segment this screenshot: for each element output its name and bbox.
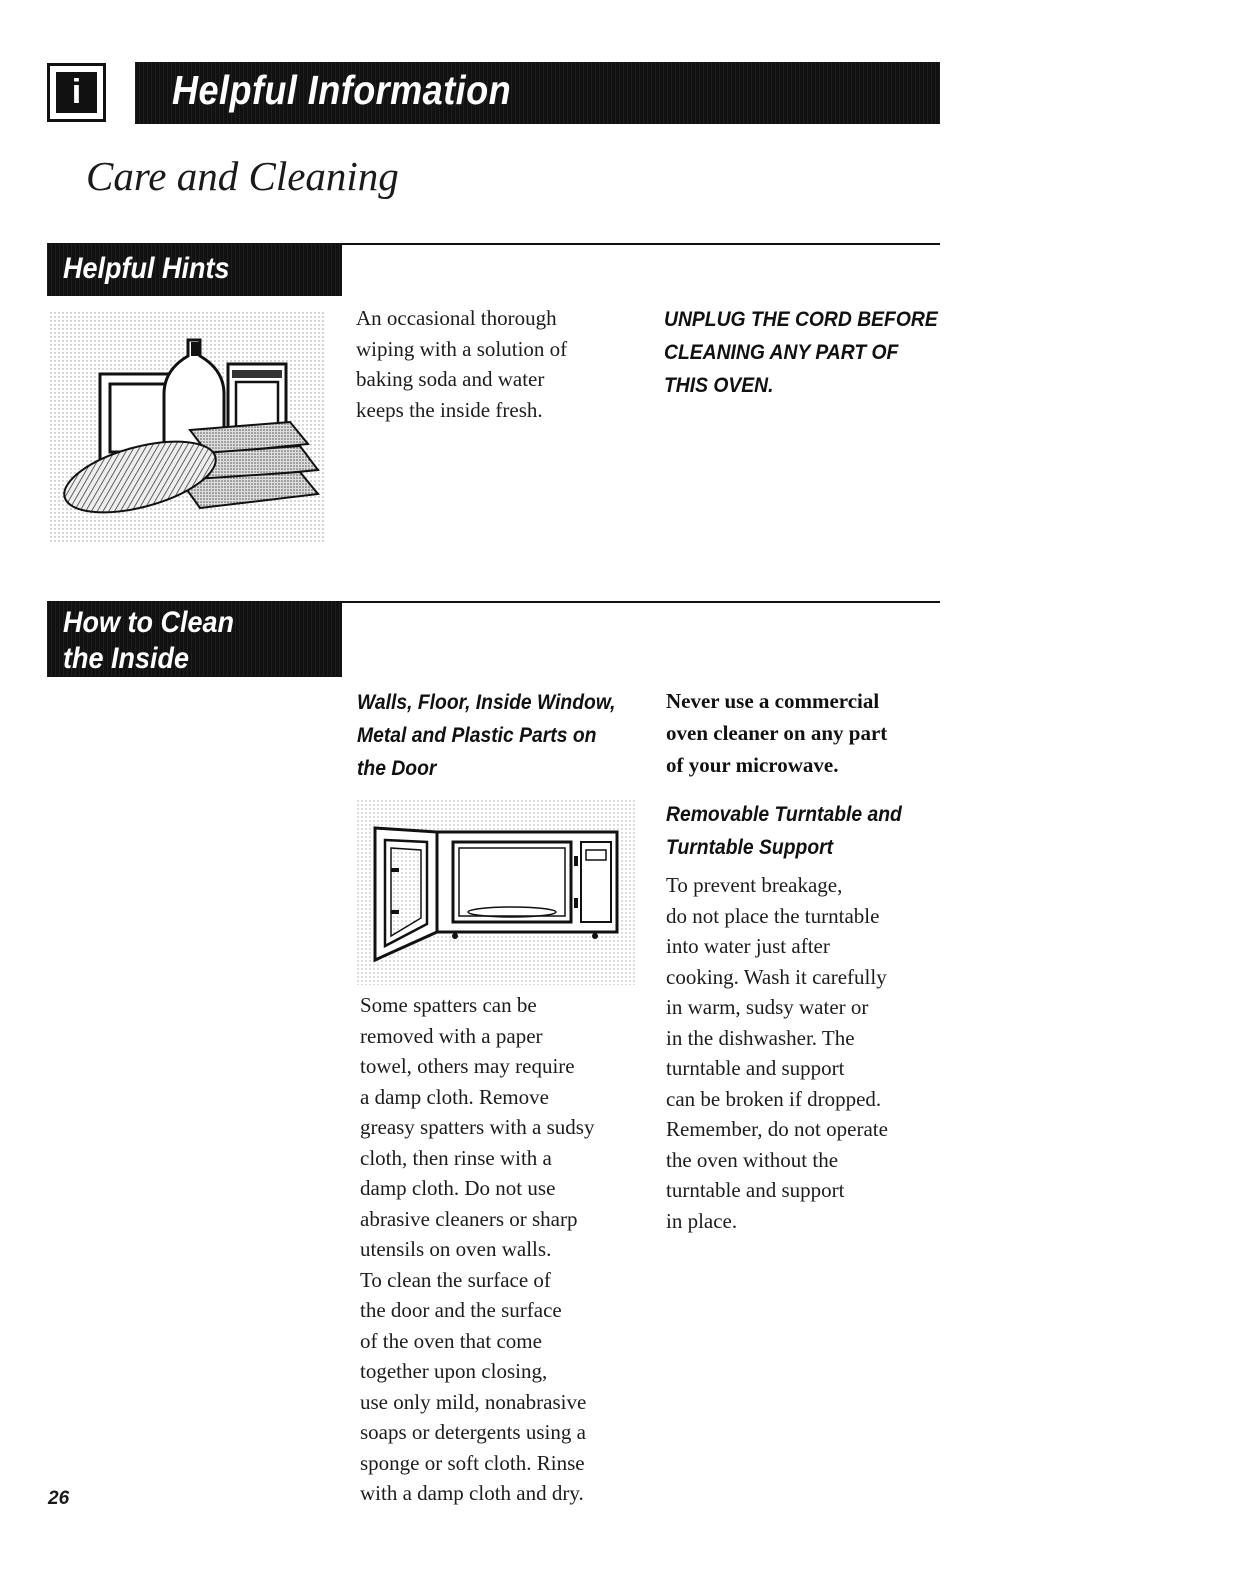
text-line: utensils on oven walls. [360, 1237, 552, 1261]
info-icon [47, 63, 106, 122]
text-line: Some spatters can be [360, 993, 537, 1017]
text-line: sponge or soft cloth. Rinse [360, 1450, 585, 1475]
text-line: An occasional thorough [356, 306, 557, 330]
text-line: into water just after [666, 934, 830, 958]
text-line: damp cloth. Do not use [360, 1176, 556, 1200]
cleaning-supplies-image [50, 312, 325, 542]
turntable-heading [666, 798, 902, 864]
text-line: oven cleaner on any part [666, 721, 888, 745]
text-line: of the oven that come [360, 1328, 542, 1353]
heading-line: Turntable Support [666, 836, 834, 859]
page-title: Helpful Information [172, 67, 512, 113]
heading-line: Removable Turntable and [666, 803, 902, 826]
text-line: together upon closing, [360, 1359, 548, 1383]
info-icon-letter: i [56, 72, 97, 113]
text-line: cloth, then rinse with a [360, 1145, 552, 1170]
text-line: abrasive cleaners or sharp [360, 1206, 578, 1231]
text-line: To prevent breakage, [666, 873, 843, 897]
heading-line: the Door [357, 757, 437, 780]
text-line: use only mild, nonabrasive [360, 1389, 587, 1414]
how-to-clean-label-line: the Inside [63, 642, 190, 675]
helpful-hints-rule [342, 243, 940, 245]
text-line: greasy spatters with a sudsy [360, 1115, 595, 1139]
microwave-image [357, 800, 635, 985]
text-line: keeps the inside fresh. [356, 397, 543, 422]
heading-line: Metal and Plastic Parts on [357, 724, 597, 747]
text-line: soaps or detergents using a [360, 1420, 586, 1444]
turntable-text [666, 870, 888, 1236]
text-line: To clean the surface of [360, 1267, 551, 1292]
how-to-clean-rule [342, 601, 940, 603]
text-line: in the dishwasher. The [666, 1025, 855, 1050]
text-line: baking soda and water [356, 367, 545, 391]
text-line: turntable and support [666, 1056, 845, 1080]
page-subtitle: Care and Cleaning [86, 153, 399, 199]
warning-line: THIS OVEN. [664, 374, 774, 397]
text-line: the oven without the [666, 1147, 839, 1172]
text-line: do not place the turntable [666, 903, 880, 928]
text-line: a damp cloth. Remove [360, 1084, 549, 1109]
warning-line: CLEANING ANY PART OF [664, 341, 899, 364]
text-line: wiping with a solution of [356, 336, 568, 361]
walls-cleaning-text [360, 990, 594, 1509]
helpful-hints-label [47, 243, 342, 296]
text-line: turntable and support [666, 1178, 845, 1202]
text-line: towel, others may require [360, 1054, 575, 1078]
unplug-warning [664, 303, 938, 402]
how-to-clean-label [47, 601, 342, 677]
helpful-hints-label-text: Helpful Hints [63, 252, 230, 285]
warning-line: UNPLUG THE CORD BEFORE [664, 308, 938, 331]
heading-line: Walls, Floor, Inside Window, [357, 691, 616, 714]
never-use-cleaner-note [666, 685, 887, 781]
text-line: removed with a paper [360, 1023, 543, 1048]
helpful-hints-text [356, 303, 567, 425]
text-line: Remember, do not operate [666, 1117, 888, 1141]
text-line: the door and the surface [360, 1298, 562, 1322]
how-to-clean-label-line: How to Clean [63, 606, 235, 639]
text-line: in warm, sudsy water or [666, 995, 869, 1019]
page-number: 26 [48, 1488, 70, 1509]
text-line: in place. [666, 1208, 738, 1233]
text-line: of your microwave. [666, 753, 839, 777]
text-line: with a damp cloth and dry. [360, 1481, 584, 1505]
text-line: Never use a commercial [666, 689, 880, 713]
walls-heading [357, 686, 616, 785]
text-line: cooking. Wash it carefully [666, 964, 887, 989]
text-line: can be broken if dropped. [666, 1086, 882, 1111]
